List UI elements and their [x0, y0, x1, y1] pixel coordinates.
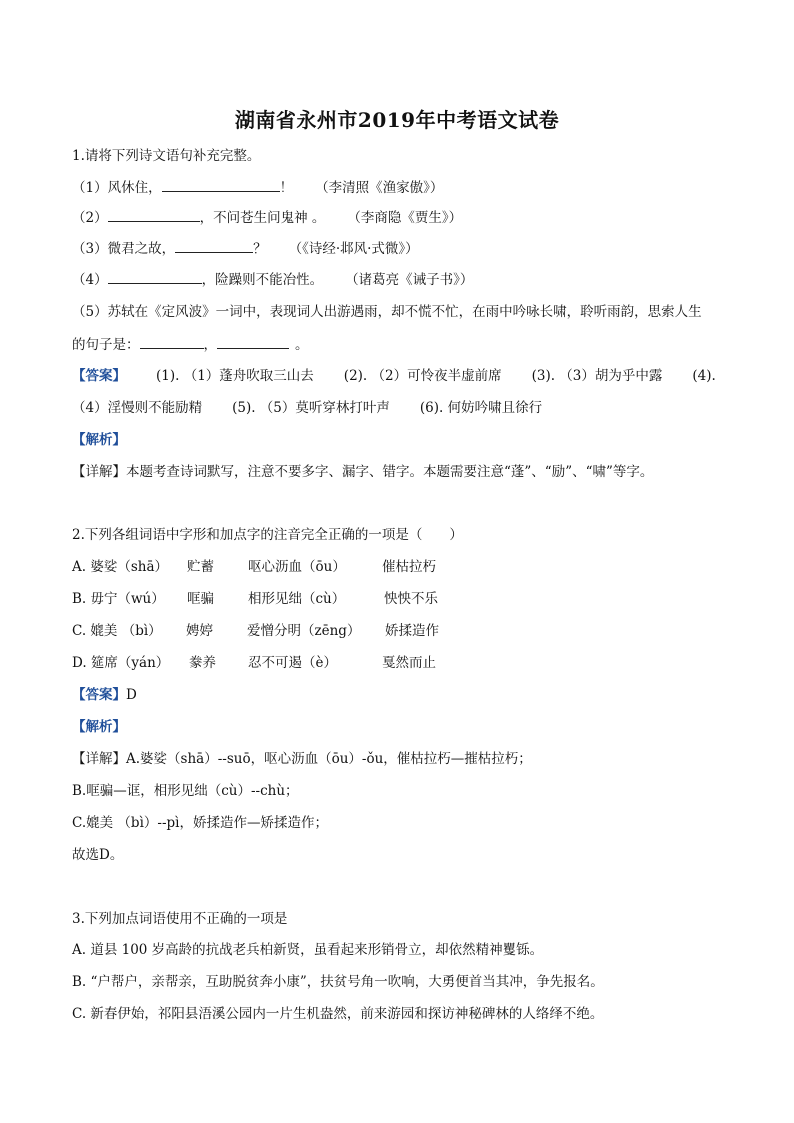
q2-option-d: [72, 653, 734, 673]
detail-tag: 【详解】: [72, 751, 126, 767]
option-word: 戛然而止: [382, 655, 436, 671]
q1-item-5-line1: （5）苏轼在《定风波》一词中，表现词人出游遇雨，却不慌不忙，在雨中吟咏长啸，聆听雨韵，思索人生: [72, 304, 702, 320]
answer-value: D: [126, 687, 137, 703]
q2-detail-line3: C.媲美 （bì）--pì，娇揉造作—矫揉造作；: [72, 815, 328, 831]
q2-option-b: [72, 589, 734, 609]
option-word: 贮蓄: [187, 559, 214, 575]
item-text: 微君之故，: [107, 241, 176, 257]
detail-tag: 【详解】: [72, 464, 126, 480]
q3-stem: 3.下列加点词语使用不正确的一项是: [72, 911, 288, 927]
q1-item-2: [72, 207, 734, 228]
q1-answer-line2: [72, 398, 734, 418]
detail-text: A.婆娑（shā）--suō，呕心沥血（ōu）-ǒu，催枯拉朽—摧枯拉朽；: [126, 751, 532, 767]
q1-item-1: [72, 177, 734, 198]
item-text: ！: [279, 180, 294, 196]
q1-item-3: [72, 238, 734, 259]
q1-analysis-tag: [72, 430, 734, 450]
answer-item: (4).: [692, 368, 716, 384]
analysis-tag: 【解析】: [72, 432, 126, 448]
answer-blank[interactable]: [108, 207, 200, 222]
detail-text: 本题考查诗词默写，注意不要多字、漏字、错字。本题需要注意“蓬”、“励”、“啸”等字。: [126, 464, 654, 480]
item-text: ？: [253, 241, 267, 257]
q1-answer-line1: [72, 366, 734, 386]
answer-blank[interactable]: [217, 334, 289, 349]
item-text: ，不问苍生问鬼神 。: [199, 210, 326, 226]
answer-item: (2). （2）可怜夜半虚前席: [343, 368, 502, 384]
analysis-tag: 【解析】: [72, 719, 126, 735]
option-word: 相形见绌（cù）: [248, 591, 346, 607]
option-word: 怏怏不乐: [384, 591, 438, 607]
q1-item-5-line2: [72, 334, 734, 355]
answer-item: (3). （3）胡为乎中露: [531, 368, 663, 384]
item-number: （1）: [72, 180, 108, 196]
option-word: 催枯拉朽: [382, 559, 436, 575]
answer-blank[interactable]: [140, 334, 204, 349]
q2-stem: 2.下列各组词语中字形和加点字的注音完全正确的一项是（ ）: [72, 527, 463, 543]
item-source: （《诗经·邶风·式微》）: [288, 241, 419, 257]
q2-option-c: [72, 621, 734, 641]
answer-tag: 【答案】: [72, 368, 126, 384]
item-source: （李商隐《贾生》）: [347, 210, 463, 226]
q3-option-c: C. 新春伊始，祁阳县浯溪公园内一片生机盎然，前来游园和探访神秘碑林的人络绎不绝。: [72, 1006, 604, 1022]
item-text: ，险躁则不能冶性。: [201, 272, 324, 288]
answer-tag: 【答案】: [72, 687, 126, 703]
q1-stem: 1.请将下列诗文语句补充完整。: [72, 148, 261, 164]
q2-detail-line1: [72, 749, 734, 769]
item-number: （3）: [72, 241, 108, 257]
answer-item: (1). （1）蓬舟吹取三山去: [156, 368, 314, 384]
answer-item: (6). 何妨吟啸且徐行: [419, 400, 543, 416]
answer-item: (5). （5）莫听穿林打叶声: [232, 400, 390, 416]
q2-detail-line2: B.哐骗—诓，相形见绌（cù）--chù；: [72, 783, 299, 799]
item-text: 的句子是：: [72, 337, 140, 353]
q1-item-4: [72, 269, 734, 290]
q2-analysis-tag: [72, 717, 734, 737]
item-text: 。: [295, 337, 309, 353]
page-title: 湖南省永州市2019年中考语文试卷: [234, 108, 560, 132]
option-word: 娇揉造作: [385, 623, 439, 639]
item-text: 风休住，: [107, 180, 162, 196]
option-word: 呕心沥血（ōu）: [248, 559, 346, 575]
q2-option-a: [72, 557, 734, 577]
option-word: 豢养: [189, 655, 216, 671]
option-word: 娉婷: [186, 623, 213, 639]
item-source: （诸葛亮《诫子书》）: [345, 272, 474, 288]
q2-answer: [72, 685, 734, 705]
answer-blank[interactable]: [108, 269, 202, 284]
option-word: 哐骗: [187, 591, 214, 607]
item-number: （4）: [72, 272, 108, 288]
answer-blank[interactable]: [162, 177, 280, 192]
option-word: C. 媲美 （bì）: [72, 623, 162, 639]
q2-detail-line4: 故选D。: [72, 847, 124, 863]
q3-option-a: A. 道县 100 岁高龄的抗战老兵柏新贤，虽看起来形销骨立，却依然精神矍铄。: [72, 942, 544, 958]
item-number: （2）: [72, 210, 108, 226]
item-text: ，: [203, 337, 217, 353]
answer-blank[interactable]: [175, 238, 253, 253]
option-word: A. 婆娑（shā）: [72, 559, 169, 575]
option-word: B. 毋宁（wú）: [72, 591, 165, 607]
item-source: （李清照《渔家傲》）: [315, 180, 444, 196]
q3-option-b: B. “户帮户，亲帮亲，互助脱贫奔小康”，扶贫号角一吹响，大勇便首当其冲，争先报名。: [72, 974, 604, 990]
option-word: 忍不可遏（è）: [248, 655, 337, 671]
q1-detail: [72, 462, 734, 482]
option-word: D. 筵席（yán）: [72, 655, 170, 671]
answer-item: （4）淫慢则不能励精: [72, 400, 203, 416]
option-word: 爱憎分明（zēng）: [247, 623, 361, 639]
